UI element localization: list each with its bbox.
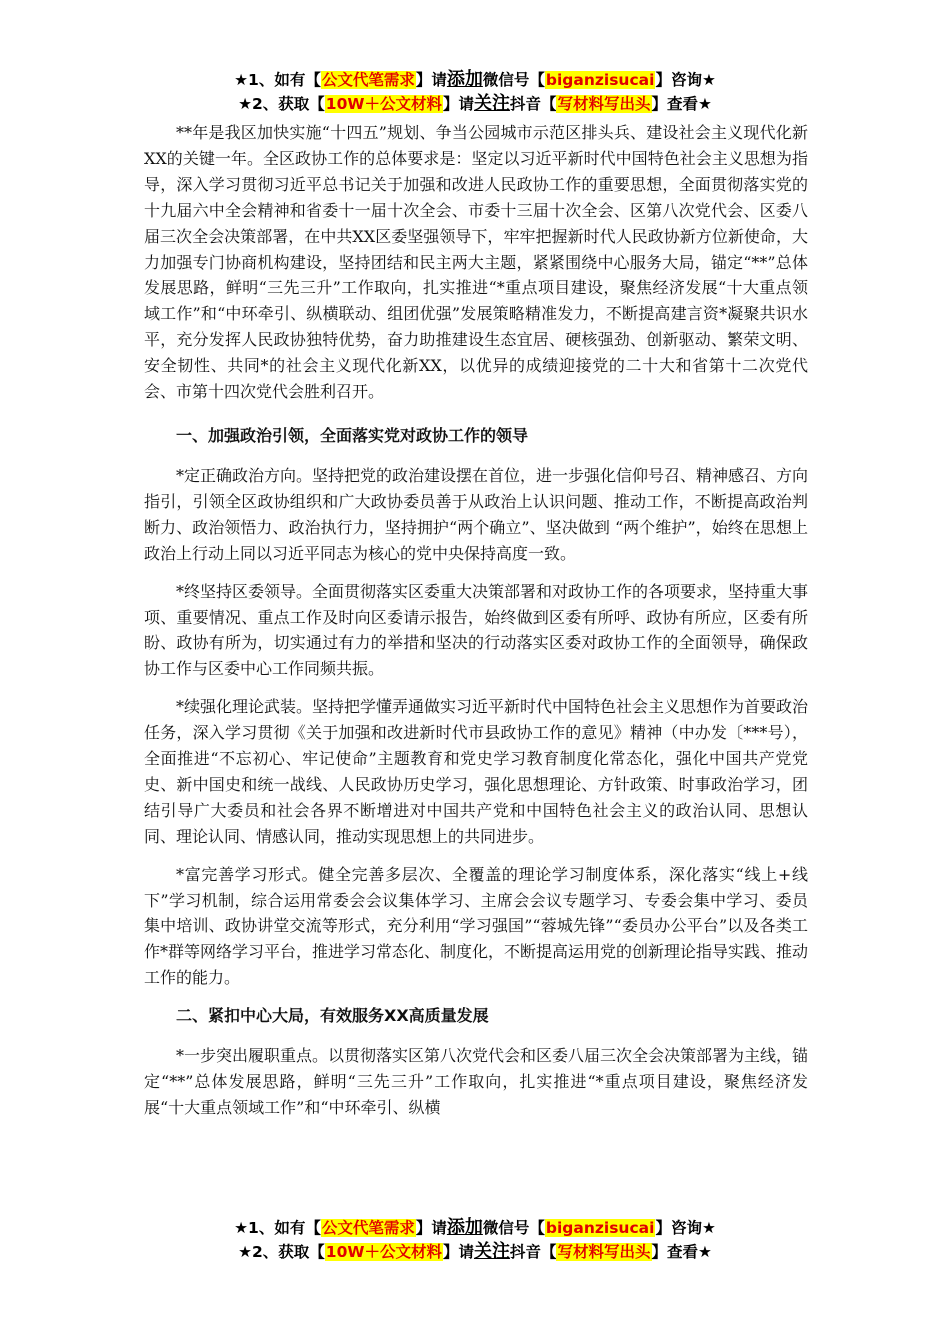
- promo-text: 抖音【: [509, 95, 557, 113]
- promo-text: ★2、获取【: [238, 95, 325, 113]
- promo-text: 】查看★: [651, 95, 712, 113]
- promo-highlight: 10W＋公文材料: [325, 1243, 442, 1261]
- promo-text: 】咨询★: [655, 1219, 716, 1237]
- promo-highlight: 写材料写出头: [557, 1243, 651, 1261]
- promo-text: ★1、如有【: [234, 1219, 321, 1237]
- promo-line-1: [0, 68, 950, 92]
- section-heading-2: 二、紧扣中心大局，有效服务XX高质量发展: [176, 1006, 489, 1026]
- promo-text: 】查看★: [651, 1243, 712, 1261]
- promo-text: ★2、获取【: [238, 1243, 325, 1261]
- paragraph: *一步突出履职重点。以贯彻落实区第八次党代会和区委八届三次全会决策部署为主线，锚定“**”总体发展思路，鲜明“三先三升”工作取向，扎实推进“*重点项目建设，聚焦经济发展“十大重点领域工作”和“中环牵引、纵横: [144, 1046, 809, 1117]
- promo-highlight: biganzisucai: [545, 71, 655, 89]
- promo-highlight: 写材料写出头: [557, 95, 651, 113]
- promo-banner-top: [0, 68, 950, 116]
- promo-emphasis: 添加: [446, 1217, 483, 1238]
- intro-paragraph: **年是我区加快实施“十四五”规划、争当公园城市示范区排头兵、建设社会主义现代化新XX的关键一年。全区政协工作的总体要求是：坚定以习近平新时代中国特色社会主义思想为指导，深入学习贯彻习近平总书记关于加强和改进人民政协工作的重要思想，全面贯彻落实党的十九届六中全会精神和省委十一届十次全会、市委十三届十次全会、区第八次党代会、区委八届三次全会决策部署，在中共XX区委坚强领导下，牢牢把握新时代人民政协新方位新使命，大力加强专门协商机构建设，坚持团结和民主两大主题，紧紧围绕中心服务大局，锚定“**”总体发展思路，鲜明“三先三升”工作取向，扎实推进“*重点项目建设，聚焦经济发展“十大重点领域工作”和“中环牵引、纵横联动、组团优强”发展策略精准发力，不断提高建言资*凝聚共识水平，充分发挥人民政协独特优势，奋力助推建设生态宜居、硬核强劲、创新驱动、繁荣文明、安全韧性、共同*的社会主义现代化新XX，以优异的成绩迎接党的二十大和省第十二次党代会、市第十四次党代会胜利召开。: [144, 123, 808, 402]
- promo-text: 抖音【: [509, 1243, 557, 1261]
- paragraph: *终坚持区委领导。全面贯彻落实区委重大决策部署和对政协工作的各项要求，坚持重大事项、重要情况、重点工作及时向区委请示报告，始终做到区委有所呼、政协有所应，区委有所盼、政协有所为，切实通过有力的举措和坚决的行动落实区委对政协工作的全面领导，确保政协工作与区委中心工作同频共振。: [144, 581, 809, 679]
- promo-text: 】请: [442, 1243, 474, 1261]
- paragraph: *续强化理论武装。坚持把学懂弄通做实习近平新时代中国特色社会主义思想作为首要政治任务，深入学习贯彻《关于加强和改进新时代市县政协工作的意见》精神（中办发〔***号），全面推进“不忘初心、牢记使命”主题教育和党史学习教育制度化常态化，强化中国共产党党史、新中国史和统一战线、人民政协历史学习，强化思想理论、方针政策、时事政治学习，团结引导广大委员和社会各界不断增进对中国共产党和中国特色社会主义的政治认同、思想认同、理论认同、情感认同，推动实现思想上的共同进步。: [144, 697, 809, 846]
- promo-text: 】咨询★: [655, 71, 716, 89]
- promo-line-2: [0, 1240, 950, 1264]
- paragraph: *富完善学习形式。健全完善多层次、全覆盖的理论学习制度体系，深化落实“线上+线下”学习机制，综合运用常委会会议集体学习、主席会会议专题学习、专委会集中学习、委员集中培训、政协讲堂交流等形式，充分利用“学习强国”“蓉城先锋”“委员办公平台”以及各类工作*群等网络学习平台，推进学习常态化、制度化，不断提高运用党的创新理论指导实践、推动工作的能力。: [144, 864, 809, 988]
- document-body: [144, 120, 808, 1133]
- promo-banner-bottom: [0, 1216, 950, 1264]
- promo-text: 】请: [415, 71, 447, 89]
- promo-line-1: [0, 1216, 950, 1240]
- promo-text: 微信号【: [482, 71, 545, 89]
- promo-text: 】请: [415, 1219, 447, 1237]
- section-heading-1: 一、加强政治引领，全面落实党对政协工作的领导: [176, 425, 529, 445]
- promo-highlight: biganzisucai: [545, 1219, 655, 1237]
- promo-text: 】请: [442, 95, 474, 113]
- promo-text: ★1、如有【: [234, 71, 321, 89]
- promo-highlight: 公文代笔需求: [321, 1219, 415, 1237]
- promo-highlight: 公文代笔需求: [321, 71, 415, 89]
- promo-highlight: 10W＋公文材料: [325, 95, 442, 113]
- promo-text: 微信号【: [482, 1219, 545, 1237]
- paragraph: *定正确政治方向。坚持把党的政治建设摆在首位，进一步强化信仰号召、精神感召、方向指引，引领全区政协组织和广大政协委员善于从政治上认识问题、推动工作，不断提高政治判断力、政治领悟力、政治执行力，坚持拥护“两个确立”、坚决做到 “两个维护”，始终在思想上政治上行动上同以习近平同志为核心的党中央保持高度一致。: [144, 465, 809, 563]
- promo-emphasis: 关注: [473, 93, 510, 114]
- promo-emphasis: 关注: [473, 1241, 510, 1262]
- promo-emphasis: 添加: [446, 69, 483, 90]
- promo-line-2: [0, 92, 950, 116]
